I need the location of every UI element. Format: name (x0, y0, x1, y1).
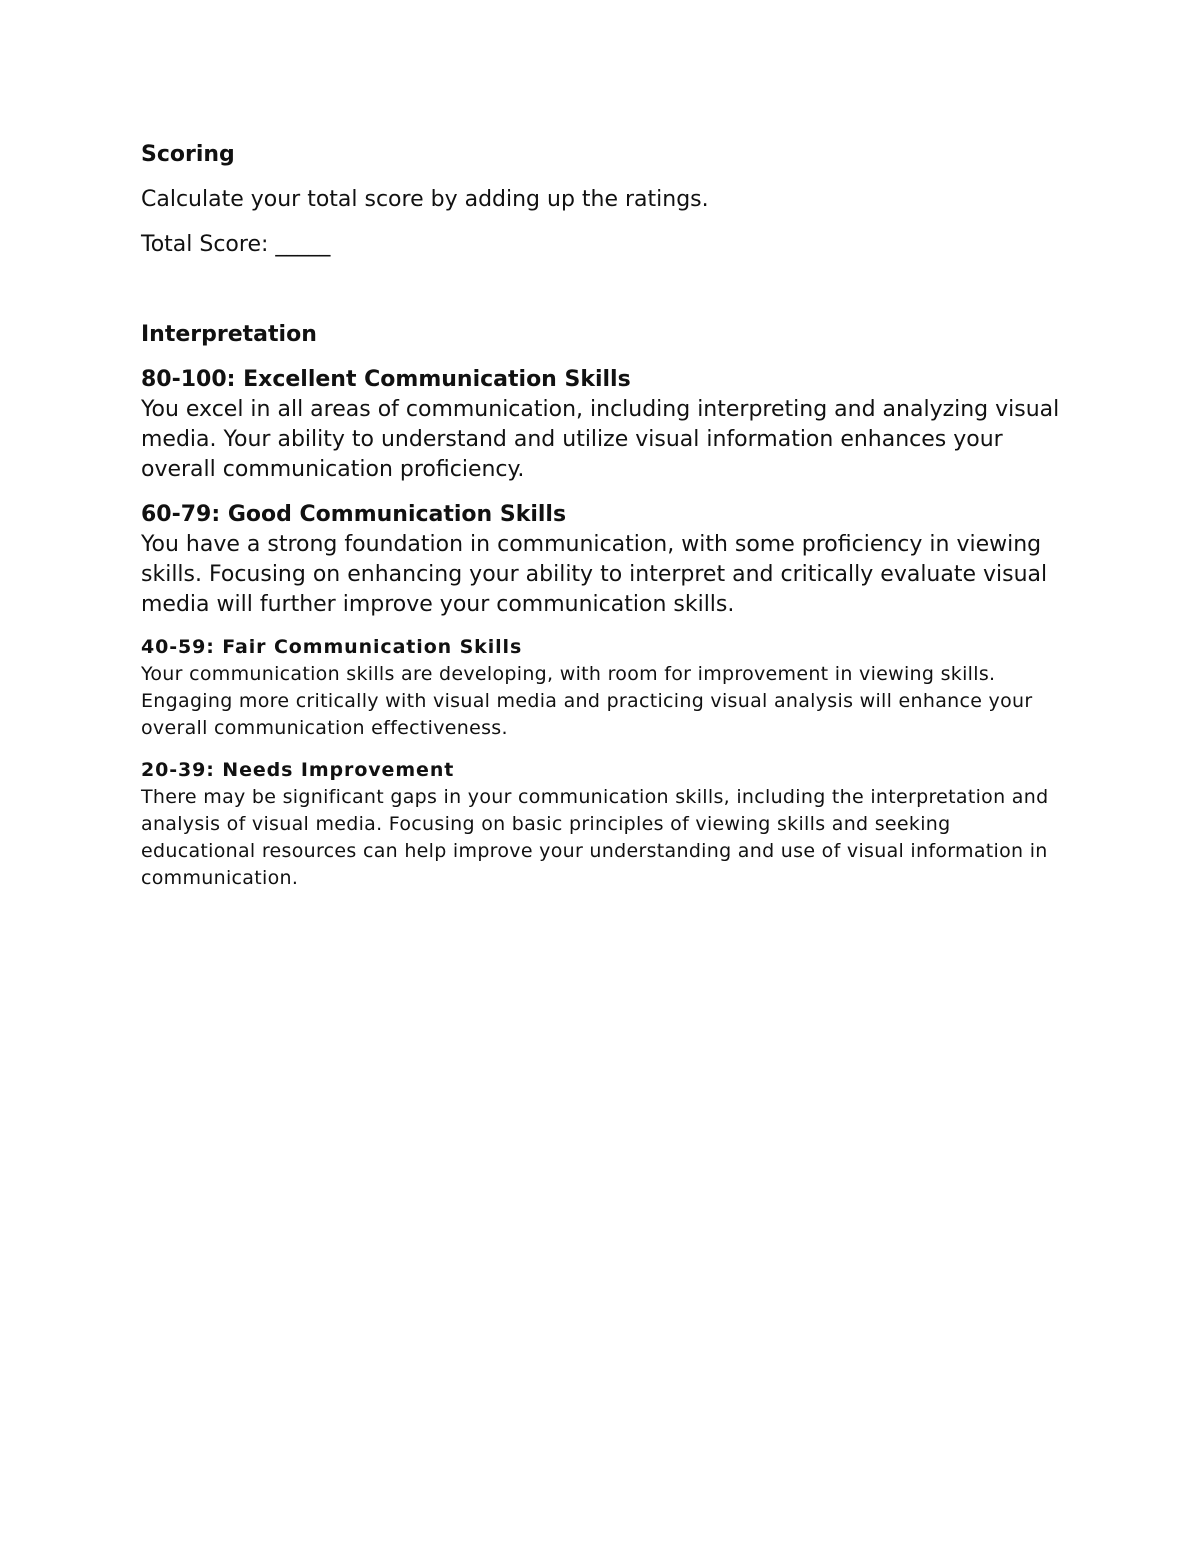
band-heading: 40-59: Fair Communication Skills (141, 636, 523, 658)
band-description: Your communication skills are developing, with room for improvement in viewing skills. Engaging more critically with visual media and practicing visual analysis will enhance your overall communication effectiveness. (141, 663, 1033, 739)
scoring-instruction: Calculate your total score by adding up the ratings. (141, 187, 709, 212)
band-excellent (141, 365, 1061, 485)
band-description: There may be significant gaps in your communication skills, including the interpretation and analysis of visual media. Focusing on basic principles of viewing skills and seeking educational resources can help improve your understanding and use of visual information in communication. (141, 786, 1049, 889)
band-description: You excel in all areas of communication, including interpreting and analyzing visual media. Your ability to understand and utilize visual information enhances your overall communication proficiency. (141, 397, 1060, 482)
document-content (141, 140, 1061, 892)
band-needs-improvement (141, 757, 1061, 892)
band-heading: 20-39: Needs Improvement (141, 759, 455, 781)
band-fair (141, 634, 1061, 742)
band-description: You have a strong foundation in communication, with some proficiency in viewing skills. Focusing on enhancing your ability to interpret and critically evaluate visual media will further improve your communication skills. (141, 532, 1048, 617)
band-heading: 60-79: Good Communication Skills (141, 502, 567, 527)
scoring-heading: Scoring (141, 142, 235, 167)
band-heading: 80-100: Excellent Communication Skills (141, 367, 631, 392)
band-good (141, 500, 1061, 620)
interpretation-heading: Interpretation (141, 322, 317, 347)
total-score-label: Total Score: _____ (141, 232, 331, 257)
